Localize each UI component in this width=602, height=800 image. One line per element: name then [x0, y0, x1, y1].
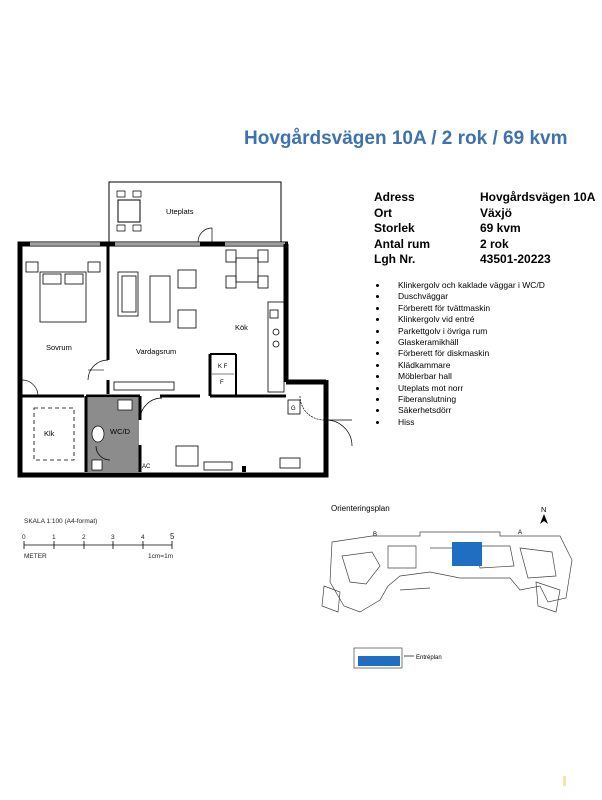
scale-tick: 2	[82, 534, 86, 541]
scale-note: 1cm=1m	[148, 553, 174, 560]
north-arrow-icon	[540, 505, 548, 524]
appliance-label-freezer: F	[220, 380, 224, 386]
stair-label-a: A	[518, 530, 523, 536]
scale-unit: METER	[24, 553, 47, 560]
scale-tick: 3	[111, 534, 115, 541]
feature-item: Fiberanslutning	[374, 394, 598, 405]
appliance-label-g: G	[291, 406, 296, 412]
appliance-label-fridge-freezer: K F	[218, 364, 228, 370]
scale-title: SKALA 1:100 (A4-format)	[24, 518, 98, 525]
fact-value: Hovgårdsvägen 10A	[480, 190, 596, 204]
fact-label: Antal rum	[374, 236, 431, 251]
entrance-level	[354, 648, 442, 668]
corner-mark	[563, 776, 566, 786]
feature-item: Klinkergolv och kaklade väggar i WC/D	[374, 280, 598, 291]
room-label-closet: Klk	[44, 429, 55, 438]
stair-label-b: B	[373, 532, 378, 538]
scale-tick: 5	[170, 532, 175, 541]
feature-item: Klädkammare	[374, 360, 598, 371]
room-label-bathroom: WC/D	[110, 427, 130, 436]
room-label-bedroom: Sovrum	[46, 343, 72, 352]
room-label-living-room: Vardagsrum	[136, 347, 177, 356]
building-outline	[322, 532, 572, 612]
scale-tick: 1	[52, 534, 56, 541]
feature-item: Förberett för diskmaskin	[374, 348, 598, 359]
fact-value: 2 rok	[480, 236, 509, 251]
fact-label: Storlek	[374, 221, 415, 235]
fact-label: Lgh Nr.	[374, 252, 416, 266]
orientation-plan-title: Orienteringsplan	[331, 504, 390, 513]
fact-label: Adress	[374, 190, 415, 204]
feature-item: Möblerbar hall	[374, 371, 598, 382]
room-label-patio: Uteplats	[166, 207, 194, 216]
scale-tick: 4	[141, 534, 145, 541]
entrance-label: Entréplan	[416, 655, 442, 661]
feature-item: Säkerhetsdörr	[374, 405, 598, 416]
feature-item: Parkettgolv i övriga rum	[374, 326, 598, 337]
fact-value: 69 kvm	[480, 221, 521, 235]
feature-item: Hiss	[374, 417, 598, 428]
feature-item: Klinkergolv vid entré	[374, 314, 598, 325]
feature-item: Glaskeramikhäll	[374, 337, 598, 348]
fact-label: Ort	[374, 205, 392, 220]
page-title: Hovgårdsvägen 10A / 2 rok / 69 kvm	[244, 128, 568, 149]
scale-tick: 0	[22, 534, 26, 541]
svg-text:N: N	[541, 505, 547, 514]
fact-value: Växjö	[480, 205, 513, 220]
apartment-highlight	[452, 542, 482, 566]
feature-item: Förberett för tvättmaskin	[374, 303, 598, 314]
feature-item: Uteplats mot norr	[374, 383, 598, 394]
fact-value: 43501-20223	[480, 252, 551, 266]
feature-item: Duschväggar	[374, 291, 598, 302]
room-label-kitchen: Kök	[235, 323, 248, 332]
ac-label: AC	[142, 464, 151, 470]
